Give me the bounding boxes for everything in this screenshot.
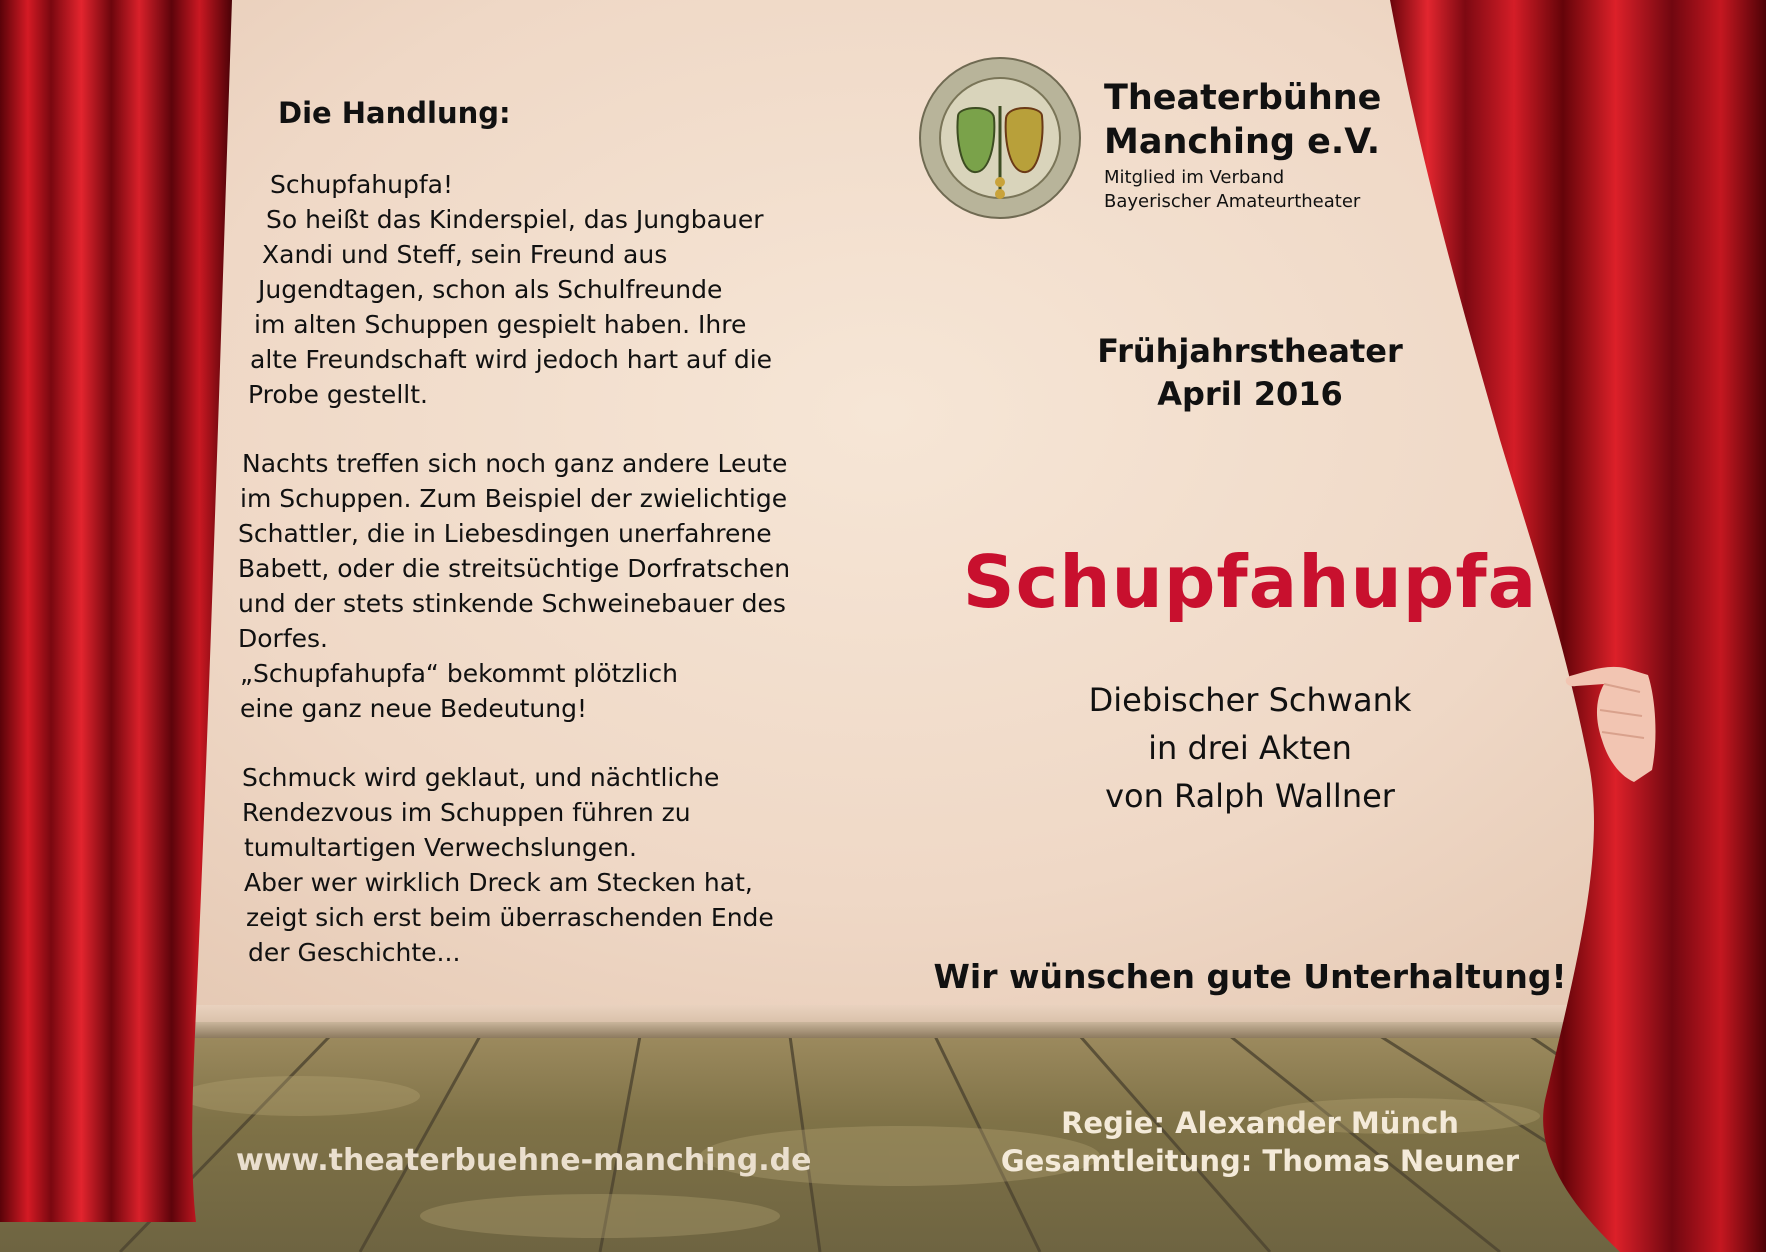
plot-line: Schattler, die in Liebesdingen unerfahrene <box>238 519 772 548</box>
greeting: Wir wünschen gute Unterhaltung! <box>933 957 1567 996</box>
plot-line: Rendezvous im Schuppen führen zu <box>242 798 691 827</box>
plot-line: Xandi und Steff, sein Freund aus <box>262 240 668 269</box>
left-curtain <box>0 0 232 1222</box>
season-line1: Frühjahrstheater <box>1097 332 1403 370</box>
right-curtain <box>1390 0 1766 1252</box>
plot-heading: Die Handlung: <box>278 96 511 130</box>
plot-line: Schmuck wird geklaut, und nächtliche <box>242 763 720 792</box>
plot-line: tumultartigen Verwechslungen. <box>244 833 637 862</box>
subtitle-line2: in drei Akten <box>1148 729 1352 767</box>
plot-line: im alten Schuppen gespielt haben. Ihre <box>254 310 747 339</box>
subtitle-line3: von Ralph Wallner <box>1105 777 1395 815</box>
org-name-line2: Manching e.V. <box>1104 122 1381 162</box>
plot-line: Aber wer wirklich Dreck am Stecken hat, <box>244 868 753 897</box>
org-name <box>1104 76 1381 164</box>
plot-line: „Schupfahupfa“ bekommt plötzlich <box>240 659 678 688</box>
plot-line: alte Freundschaft wird jedoch hart auf die <box>250 345 773 374</box>
plot-line: eine ganz neue Bedeutung! <box>240 694 588 723</box>
director-credit: Regie: Alexander Münch <box>1061 1106 1459 1140</box>
credits <box>910 1104 1610 1180</box>
plot-line: So heißt das Kinderspiel, das Jungbauer <box>266 205 764 234</box>
org-membership-line1: Mitglied im Verband <box>1104 167 1285 188</box>
org-membership-line2: Bayerischer Amateurtheater <box>1104 191 1361 212</box>
season-line2: April 2016 <box>1157 375 1343 413</box>
plot-line: im Schuppen. Zum Beispiel der zwielichtige <box>240 484 788 513</box>
plot-line: Probe gestellt. <box>248 380 428 409</box>
play-subtitle <box>900 676 1600 820</box>
org-membership <box>1104 166 1360 214</box>
plot-line: zeigt sich erst beim überraschenden Ende <box>246 903 774 932</box>
season-info <box>900 330 1600 416</box>
play-title: Schupfahupfa <box>962 540 1538 624</box>
plot-line: und der stets stinkende Schweinebauer des <box>238 589 786 618</box>
subtitle-line1: Diebischer Schwank <box>1088 681 1412 719</box>
lead-credit: Gesamtleitung: Thomas Neuner <box>1000 1144 1520 1178</box>
plot-line: Jugendtagen, schon als Schulfreunde <box>258 275 723 304</box>
plot-line: der Geschichte... <box>248 938 461 967</box>
plot-line: Nachts treffen sich noch ganz andere Leute <box>242 449 788 478</box>
website-link[interactable]: www.theaterbuehne-manching.de <box>236 1143 812 1178</box>
plot-line: Babett, oder die streitsüchtige Dorfratschen <box>238 554 791 583</box>
plot-line: Dorfes. <box>238 624 328 653</box>
org-name-line1: Theaterbühne <box>1104 78 1382 118</box>
theater-logo <box>918 56 1082 220</box>
plot-line: Schupfahupfa! <box>270 170 453 199</box>
